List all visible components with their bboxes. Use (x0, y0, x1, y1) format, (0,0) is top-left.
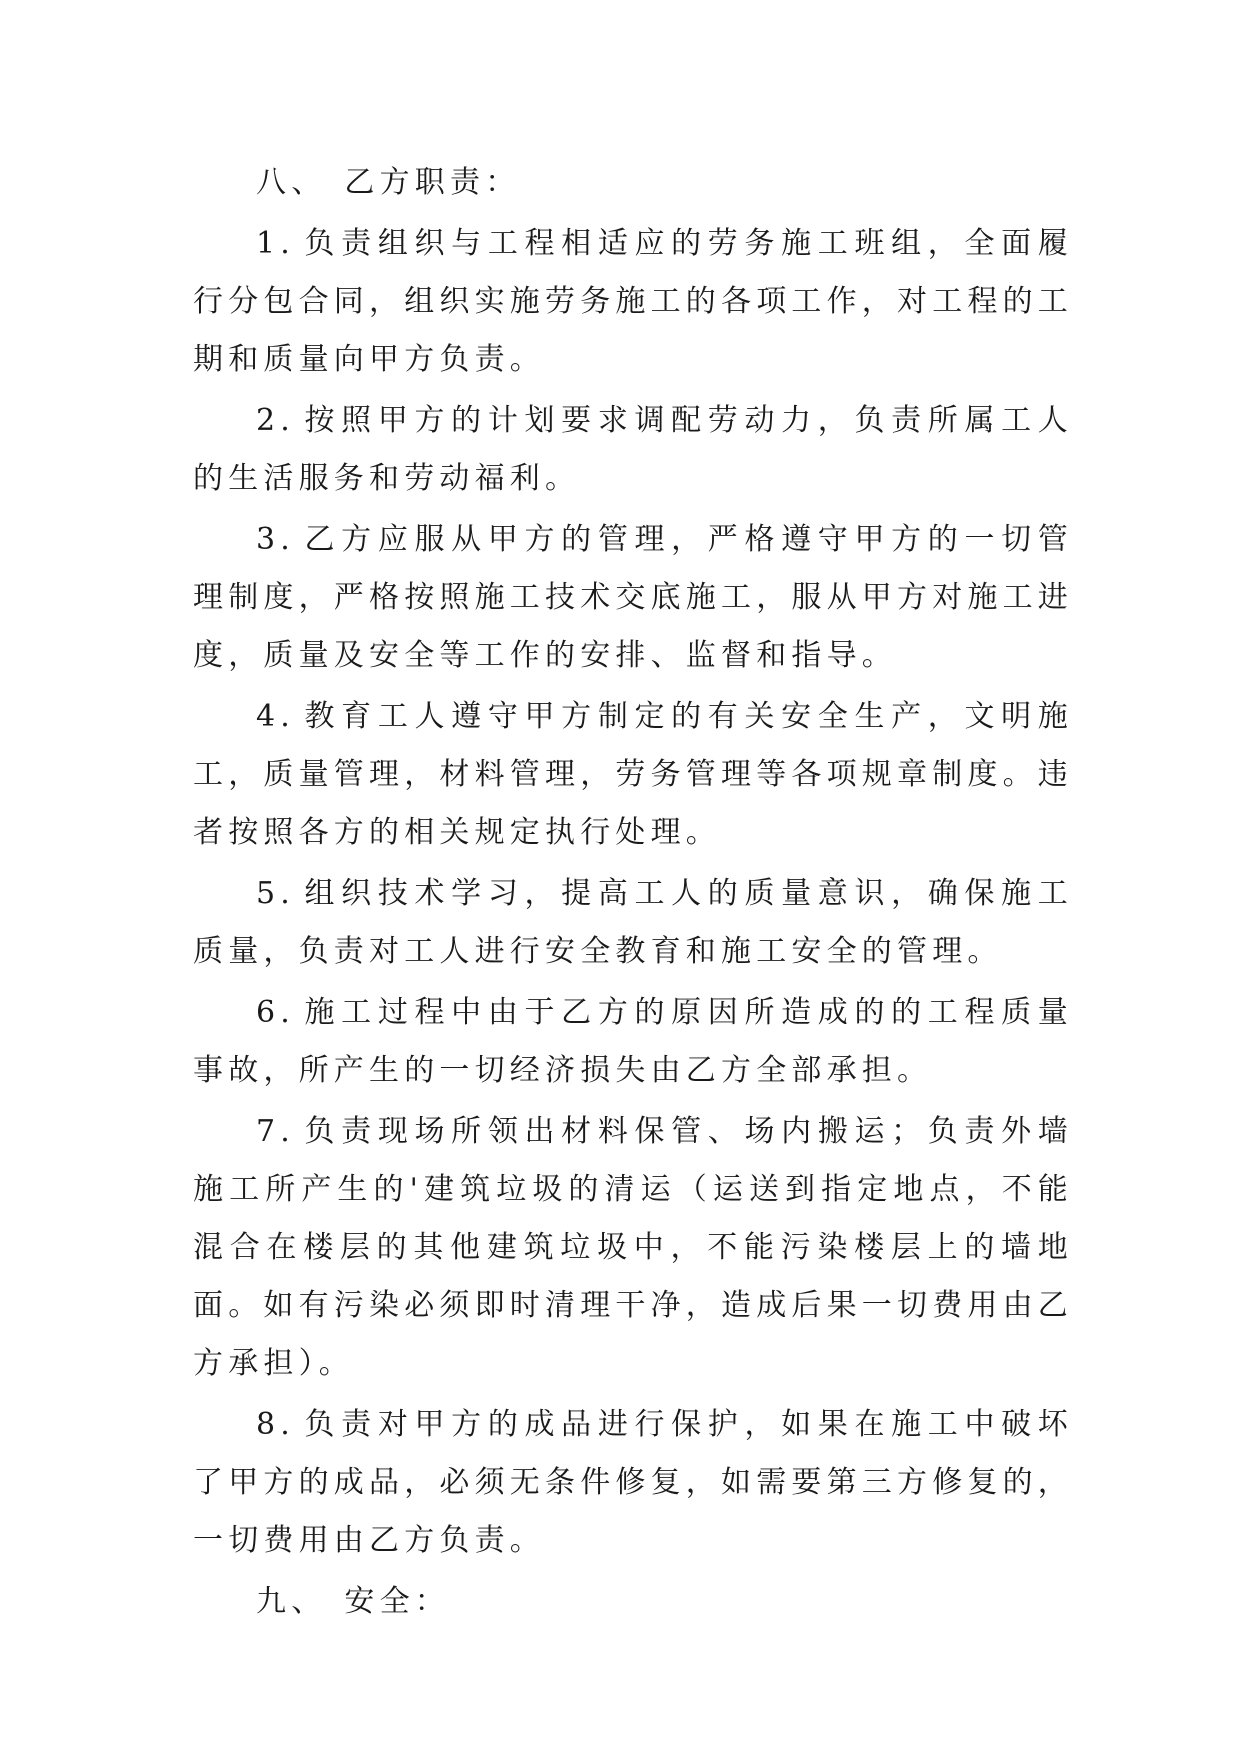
section-title: 乙方职责： (344, 165, 521, 200)
clause-item-2 (193, 392, 1073, 508)
clause-item-7 (193, 1103, 1073, 1393)
clause-text: 负责现场所领出材料保管、场内搬运；负责外墙施工所产生的'建筑垃圾的清运（运送到指定地点，不能混合在楼层的其他建筑垃圾中，不能污染楼层上的墙地面。如有污染必须即时清理干净，造成后果一切费用由乙方承担）。 (193, 1114, 1073, 1381)
section-title: 安全： (344, 1584, 451, 1619)
clause-item-8 (193, 1396, 1073, 1570)
section-heading-8 (193, 154, 1073, 212)
clause-text: 负责组织与工程相适应的劳务施工班组，全面履行分包合同，组织实施劳务施工的各项工作，对工程的工期和质量向甲方负责。 (193, 226, 1073, 377)
clause-item-3 (193, 511, 1073, 685)
clause-text: 施工过程中由于乙方的原因所造成的的工程质量事故，所产生的一切经济损失由乙方全部承担。 (193, 995, 1073, 1088)
clause-number: 3. (256, 522, 296, 557)
clause-text: 乙方应服从甲方的管理，严格遵守甲方的一切管理制度，严格按照施工技术交底施工，服从甲方对施工进度，质量及安全等工作的安排、监督和指导。 (193, 522, 1073, 673)
clause-number: 6. (256, 995, 296, 1030)
clause-item-4 (193, 688, 1073, 862)
clause-number: 2. (256, 403, 296, 438)
section-number: 九、 (256, 1584, 327, 1619)
clause-text: 教育工人遵守甲方制定的有关安全生产，文明施工，质量管理，材料管理，劳务管理等各项规章制度。违者按照各方的相关规定执行处理。 (193, 699, 1073, 850)
clause-text: 组织技术学习，提高工人的质量意识，确保施工质量，负责对工人进行安全教育和施工安全的管理。 (193, 876, 1073, 969)
section-heading-9 (193, 1573, 1073, 1631)
clause-item-5 (193, 865, 1073, 981)
clause-number: 8. (256, 1407, 296, 1442)
clause-number: 7. (256, 1114, 296, 1149)
clause-text: 负责对甲方的成品进行保护，如果在施工中破坏了甲方的成品，必须无条件修复，如需要第三方修复的，一切费用由乙方负责。 (193, 1407, 1073, 1558)
clause-number: 5. (256, 876, 296, 911)
clause-number: 1. (256, 226, 296, 261)
document-page (193, 154, 1073, 1634)
clause-text: 按照甲方的计划要求调配劳动力，负责所属工人的生活服务和劳动福利。 (193, 403, 1073, 496)
clause-number: 4. (256, 699, 296, 734)
clause-item-1 (193, 215, 1073, 389)
clause-item-6 (193, 984, 1073, 1100)
section-number: 八、 (256, 165, 327, 200)
